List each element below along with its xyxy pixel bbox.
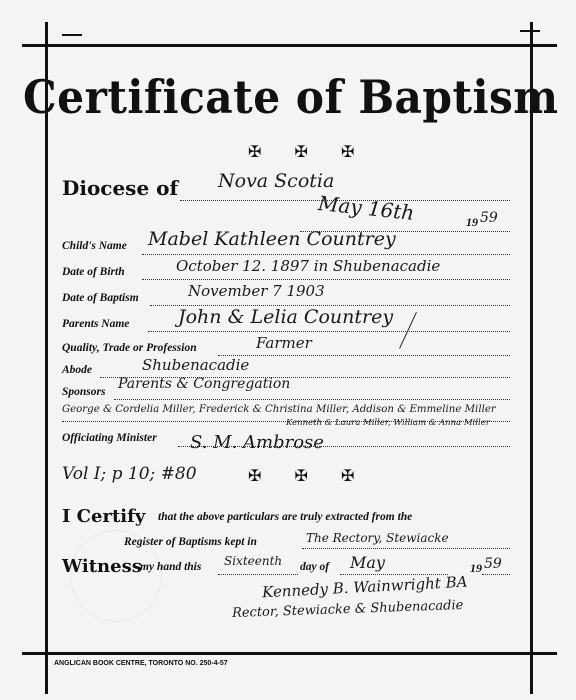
header-mark-right (520, 30, 540, 32)
signature-title: Rector, Stewiacke & Shubenacadie (231, 597, 464, 622)
quality-line (218, 355, 510, 356)
witness-text-day: day of (300, 561, 330, 573)
diocese-value: Nova Scotia (218, 170, 335, 192)
witness-lead: Witness (62, 556, 142, 577)
issue-year-value: 59 (480, 210, 498, 226)
childs-name-line (142, 254, 510, 255)
parents-name-line (148, 331, 510, 332)
quality-value: Farmer (256, 334, 312, 352)
sponsors-line (114, 399, 510, 400)
date-of-baptism-value: November 7 1903 (188, 282, 325, 300)
officiating-minister-line (178, 446, 510, 447)
witness-day-line (218, 574, 298, 575)
certify-text-2: Register of Baptisms kept in (124, 536, 257, 548)
officiating-minister-value: S. M. Ambrose (190, 432, 324, 453)
witness-month-value: May (350, 553, 385, 572)
certify-place: The Rectory, Stewiacke (306, 531, 449, 545)
witness-day-value: Sixteenth (224, 554, 283, 568)
diocese-label: Diocese of (62, 176, 179, 200)
abode-value: Shubenacadie (142, 356, 250, 374)
officiating-minister-label: Officiating Minister (62, 432, 157, 444)
parents-name-label: Parents Name (62, 318, 130, 330)
date-of-birth-line (142, 279, 510, 280)
childs-name-label: Child's Name (62, 240, 127, 252)
witness-text-hand: my hand this (140, 561, 202, 573)
quality-label: Quality, Trade or Profession (62, 342, 197, 354)
publisher-footer: ANGLICAN BOOK CENTRE, TORONTO NO. 250-4-57 (54, 660, 228, 667)
date-of-birth-value: October 12. 1897 in Shubenacadie (176, 257, 441, 275)
abode-label: Abode (62, 364, 93, 376)
issue-year-prefix: 19 (466, 215, 478, 229)
title-ornament: ✠ ✠ ✠ (248, 142, 369, 161)
sponsors-names-line2: George & Cordelia Miller, Frederick & Christina Miller, Addison & Emmeline Miller (62, 404, 496, 415)
bottom-border-rule (22, 652, 557, 655)
issue-date-value: May 16th (317, 191, 416, 225)
date-of-baptism-label: Date of Baptism (62, 292, 139, 304)
register-reference: Vol I; p 10; #80 (62, 464, 197, 484)
middle-ornament: ✠ ✠ ✠ (248, 466, 369, 485)
sponsors-value: Parents & Congregation (118, 376, 291, 392)
top-border-rule (22, 44, 557, 47)
witness-year-value: 59 (484, 556, 502, 572)
sponsors-names-line3: Kenneth & Laura Miller, William & Anna Miller (286, 418, 490, 428)
signature-name: Kennedy B. Wainwright BA (261, 572, 468, 602)
certify-text-1: that the above particulars are truly extracted from the (158, 511, 413, 523)
childs-name-value: Mabel Kathleen Countrey (148, 228, 396, 250)
date-of-birth-label: Date of Birth (62, 266, 125, 278)
parents-name-value: John & Lelia Countrey (178, 306, 394, 328)
sponsors-label: Sponsors (62, 386, 106, 398)
certificate-title: Certificate of Baptism (23, 70, 559, 124)
witness-year-prefix: 19 (470, 561, 482, 575)
header-mark (62, 34, 82, 36)
certify-lead: I Certify (62, 506, 146, 527)
certify-place-line (302, 548, 510, 549)
witness-year-line (482, 574, 510, 575)
